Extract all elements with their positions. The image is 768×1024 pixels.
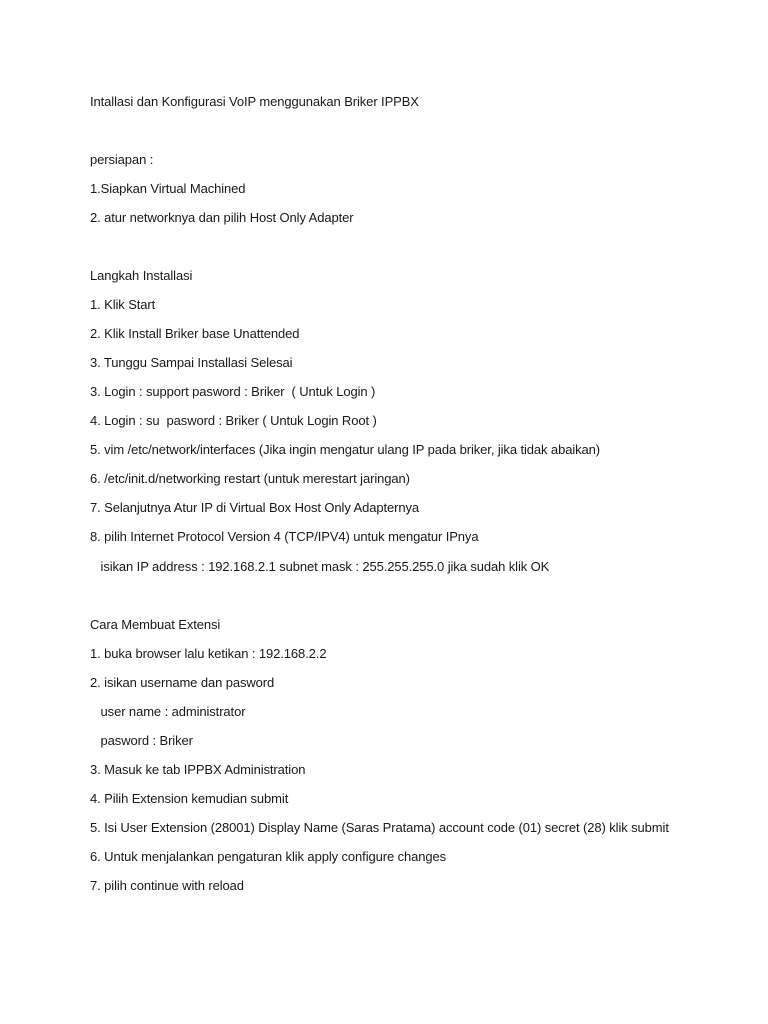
list-item: 7. Selanjutnya Atur IP di Virtual Box Host Only Adapternya — [90, 500, 420, 515]
list-item: 2. atur networknya dan pilih Host Only Adapter — [90, 210, 354, 225]
section-heading-langkah: Langkah Installasi — [90, 268, 193, 283]
section-heading-persiapan: persiapan : — [90, 152, 154, 167]
list-item: 7. pilih continue with reload — [90, 878, 244, 893]
list-item: 5. Isi User Extension (28001) Display Name (Saras Pratama) account code (01) secret (28) klik submit — [90, 820, 669, 835]
list-item: 6. /etc/init.d/networking restart (untuk merestart jaringan) — [90, 471, 410, 486]
list-item: 6. Untuk menjalankan pengaturan klik apply configure changes — [90, 849, 447, 864]
list-item: 1.Siapkan Virtual Machined — [90, 181, 246, 196]
list-item: 4. Login : su pasword : Briker ( Untuk Login Root ) — [90, 413, 377, 428]
list-item: 5. vim /etc/network/interfaces (Jika ingin mengatur ulang IP pada briker, jika tidak abaikan) — [90, 442, 601, 457]
list-item: 1. Klik Start — [90, 297, 156, 312]
list-item: 8. pilih Internet Protocol Version 4 (TCP/IPV4) untuk mengatur IPnya — [90, 529, 479, 544]
list-item: pasword : Briker — [90, 733, 193, 748]
section-heading-extensi: Cara Membuat Extensi — [90, 617, 221, 632]
list-item: user name : administrator — [90, 704, 246, 719]
list-item: 4. Pilih Extension kemudian submit — [90, 791, 289, 806]
document-title: Intallasi dan Konfigurasi VoIP menggunakan Briker IPPBX — [90, 94, 419, 109]
list-item: 2. isikan username dan pasword — [90, 675, 275, 690]
list-item: 3. Tunggu Sampai Installasi Selesai — [90, 355, 293, 370]
list-item: 3. Masuk ke tab IPPBX Administration — [90, 762, 306, 777]
list-item: 2. Klik Install Briker base Unattended — [90, 326, 300, 341]
list-item: isikan IP address : 192.168.2.1 subnet mask : 255.255.255.0 jika sudah klik OK — [90, 559, 550, 574]
list-item: 1. buka browser lalu ketikan : 192.168.2.2 — [90, 646, 327, 661]
list-item: 3. Login : support pasword : Briker ( Untuk Login ) — [90, 384, 376, 399]
